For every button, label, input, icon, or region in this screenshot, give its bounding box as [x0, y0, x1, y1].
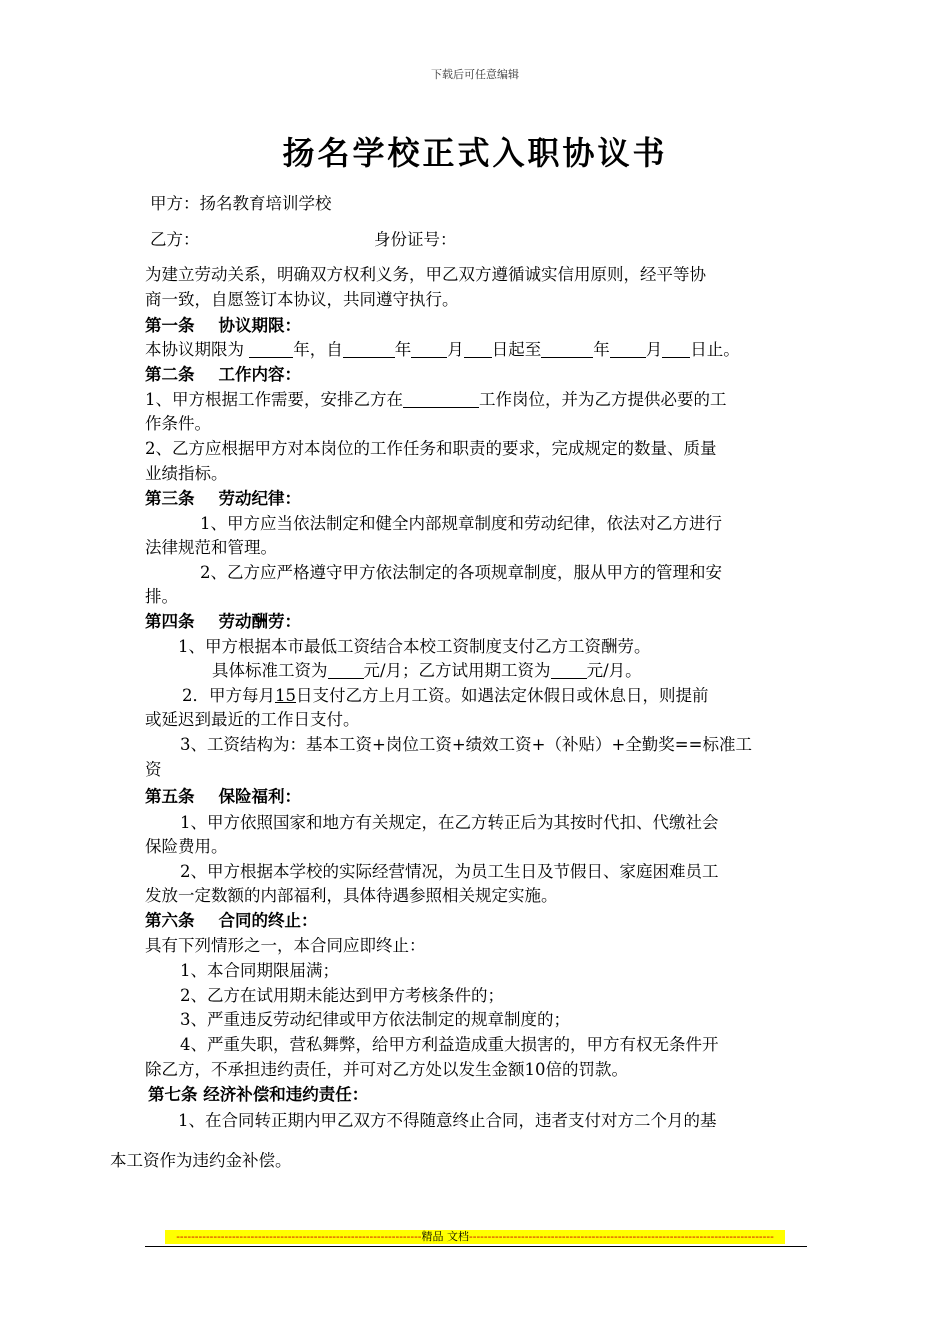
article-3-p2-line-2: 排。: [145, 587, 178, 606]
footer-banner: [165, 1230, 785, 1244]
article-6-item-2: 2、乙方在试用期未能达到甲方考核条件的；: [180, 986, 504, 1005]
article-3-p1-line-2: 法律规范和管理。: [145, 538, 277, 557]
intro-line-2: 商一致，自愿签订本协议，共同遵守执行。: [145, 290, 459, 309]
article-2-heading: [145, 364, 301, 386]
term-years-from: 年，自: [293, 340, 343, 359]
article-1-number: 第一条: [145, 316, 195, 335]
party-b: 乙方：: [150, 230, 200, 249]
article-4-wage-line: [212, 660, 642, 682]
article-2-number: 第二条: [145, 365, 195, 384]
party-a: 甲方：扬名教育培训学校: [150, 194, 332, 213]
footer-dashes-right: ----------------------------------------------------------------------------------: [469, 1230, 774, 1243]
article-1-title: 协议期限：: [218, 316, 301, 335]
article-2-title: 工作内容：: [218, 365, 301, 384]
footer-label: 精品 文档: [421, 1230, 470, 1243]
document-title: 扬名学校正式入职协议书: [282, 134, 668, 172]
article-3-heading: [145, 488, 301, 510]
article-6-intro: 具有下列情形之一，本合同应即终止：: [145, 936, 426, 955]
blank-start-day[interactable]: [464, 341, 492, 358]
header-note: 下载后可任意编辑: [431, 68, 519, 81]
a2-p1-part-a: 1、甲方根据工作需要，安排乙方在: [145, 390, 403, 409]
footer-rule: [145, 1246, 807, 1247]
article-5-title: 保险福利：: [218, 787, 301, 806]
article-6-item-1: 1、本合同期限届满；: [180, 961, 339, 980]
article-2-p1-line-2: 作条件。: [145, 414, 211, 433]
article-5-p2-line-2: 发放一定数额的内部福利，具体待遇参照相关规定实施。: [145, 886, 558, 905]
blank-position[interactable]: [403, 391, 479, 408]
article-4-number: 第四条: [145, 612, 195, 631]
article-3-p2-line-1: 2、乙方应严格遵守甲方依法制定的各项规章制度，服从甲方的管理和安: [200, 563, 722, 582]
article-4-heading: [145, 611, 301, 633]
term-month-1: 月: [447, 340, 464, 359]
term-year-2: 年: [593, 340, 610, 359]
article-7-heading: 第七条 经济补偿和违约责任：: [148, 1085, 369, 1104]
pay-day: 15: [275, 686, 296, 705]
wage-standard-label: 具体标准工资为: [212, 661, 328, 680]
intro-line-1: 为建立劳动关系，明确双方权利义务，甲乙双方遵循诚实信用原则，经平等协: [145, 265, 706, 284]
article-3-p1-line-1: 1、甲方应当依法制定和健全内部规章制度和劳动纪律，依法对乙方进行: [200, 514, 722, 533]
article-1-heading: [145, 315, 301, 337]
article-3-title: 劳动纪律：: [218, 489, 301, 508]
article-6-number: 第六条: [145, 911, 195, 930]
article-5-heading: [145, 786, 301, 808]
article-7-p1-line-2: 本工资作为违约金补偿。: [110, 1151, 292, 1170]
article-5-p1-line-2: 保险费用。: [145, 837, 228, 856]
article-4-p3-line-1: 3、工资结构为：基本工资+岗位工资+绩效工资+（补贴）+全勤奖==标准工: [180, 735, 752, 754]
article-6-item-3: 3、严重违反劳动纪律或甲方依法制定的规章制度的；: [180, 1010, 570, 1029]
blank-standard-wage[interactable]: [328, 662, 364, 679]
article-6-title: 合同的终止：: [218, 911, 318, 930]
article-6-item-4-line-2: 除乙方，不承担违约责任，并可对乙方处以发生金额10倍的罚款。: [145, 1060, 628, 1079]
a2-p1-part-b: 工作岗位，并为乙方提供必要的工: [479, 390, 727, 409]
article-5-number: 第五条: [145, 787, 195, 806]
article-2-p2-line-1: 2、乙方应根据甲方对本岗位的工作任务和职责的要求，完成规定的数量、质量: [145, 439, 717, 458]
article-2-p2-line-2: 业绩指标。: [145, 464, 228, 483]
term-month-2: 月: [645, 340, 663, 359]
article-4-p3-line-2: 资: [145, 760, 162, 779]
footer-dashes-left: ------------------------------------------------------------------: [176, 1230, 422, 1243]
blank-years[interactable]: [249, 341, 293, 358]
article-7-p1-line-1: 1、在合同转正期内甲乙双方不得随意终止合同，违者支付对方二个月的基: [178, 1111, 717, 1130]
article-4-p2-line-2: 或延迟到最近的工作日支付。: [145, 710, 360, 729]
a4-p2-part-a: 2．甲方每月: [182, 686, 275, 705]
article-3-number: 第三条: [145, 489, 195, 508]
article-5-p2-line-1: 2、甲方根据本学校的实际经营情况，为员工生日及节假日、家庭困难员工: [180, 862, 719, 881]
article-2-p1-line-1: [145, 389, 727, 411]
wage-probation-label: 元/月；乙方试用期工资为: [363, 661, 551, 680]
article-5-p1-line-1: 1、甲方依照国家和地方有关规定，在乙方转正后为其按时代扣、代缴社会: [180, 813, 719, 832]
article-6-heading: [145, 910, 318, 932]
a4-p2-part-b: 日支付乙方上月工资。如遇法定休假日或休息日，则提前: [296, 686, 709, 705]
term-year-1: 年: [394, 340, 412, 359]
article-6-item-4-line-1: 4、严重失职，营私舞弊，给甲方利益造成重大损害的，甲方有权无条件开: [180, 1035, 719, 1054]
blank-probation-wage[interactable]: [551, 662, 587, 679]
article-4-p1: 1、甲方根据本市最低工资结合本校工资制度支付乙方工资酬劳。: [178, 637, 651, 656]
article-4-p2-line-1: [182, 685, 709, 707]
term-prefix: 本协议期限为: [145, 340, 244, 359]
blank-end-day[interactable]: [662, 341, 690, 358]
id-number-label: 身份证号：: [374, 230, 457, 249]
blank-end-year[interactable]: [541, 341, 593, 358]
blank-start-year[interactable]: [343, 341, 395, 358]
term-day-to: 日起至: [491, 340, 542, 359]
term-end: 日止。: [690, 340, 740, 359]
blank-end-month[interactable]: [610, 341, 646, 358]
wage-unit: 元/月。: [586, 661, 642, 680]
blank-start-month[interactable]: [411, 341, 447, 358]
article-4-title: 劳动酬劳：: [218, 612, 301, 631]
term-line: [145, 339, 740, 361]
